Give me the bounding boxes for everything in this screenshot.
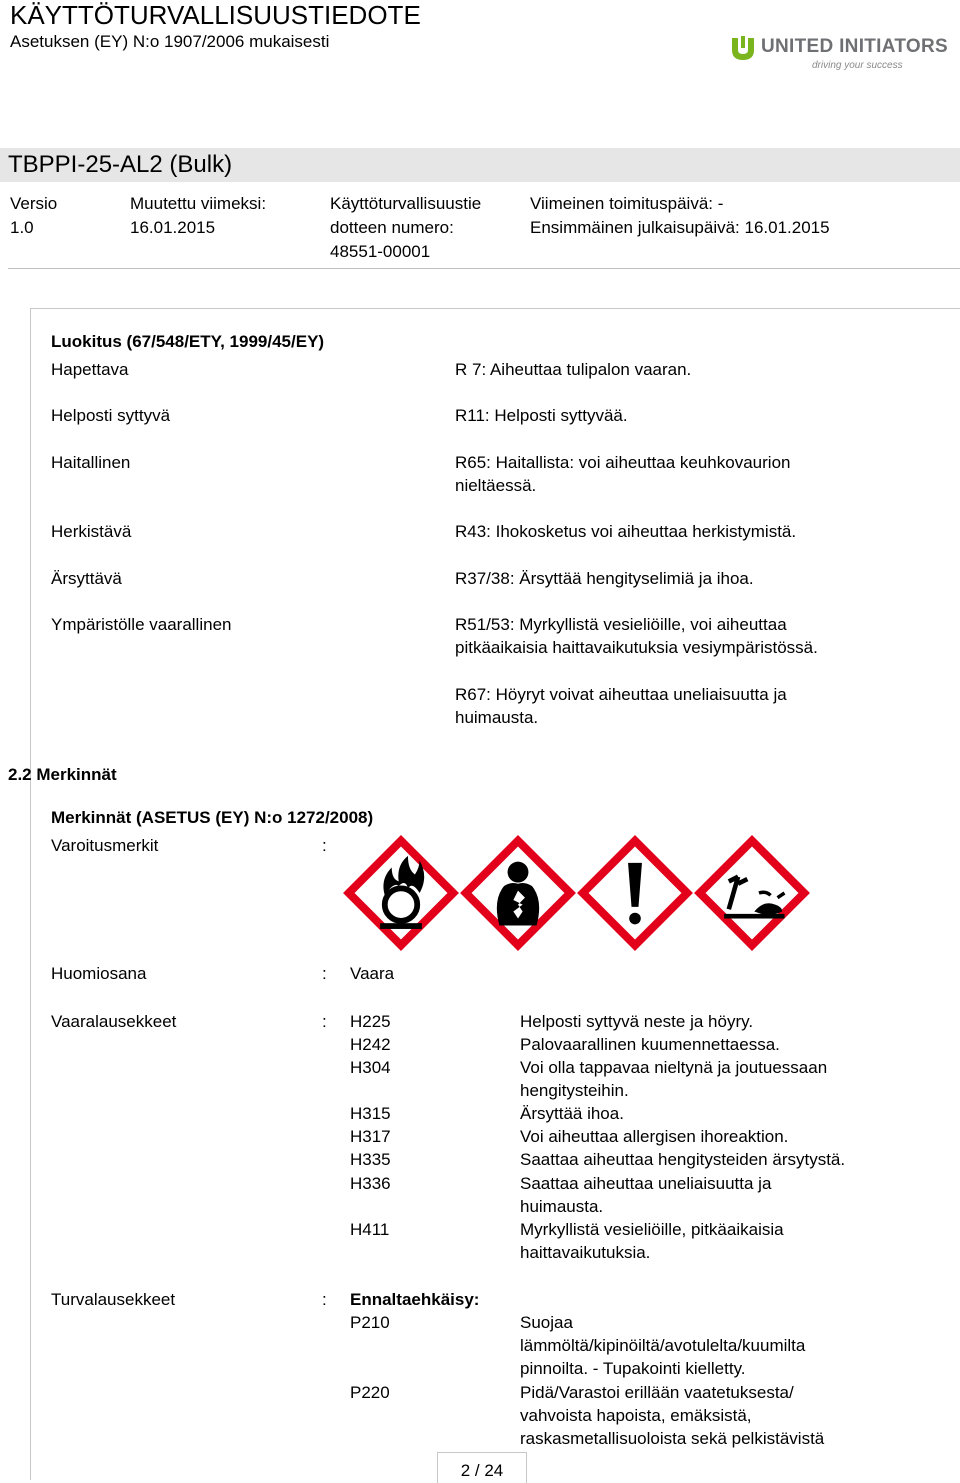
health-hazard-icon (460, 835, 576, 951)
precaution-text: Suojaa (520, 1313, 573, 1332)
hazard-code: H336 (350, 1174, 391, 1193)
precautionary-statements-label: Turvalausekkeet (51, 1290, 176, 1309)
precaution-text-continuation: raskasmetallisuoloista sekä pelkistävistä (520, 1429, 825, 1448)
hazard-text: Saattaa aiheuttaa uneliaisuutta ja (520, 1174, 772, 1193)
hazard-text: Voi aiheuttaa allergisen ihoreaktion. (520, 1127, 789, 1146)
precaution-code: P220 (350, 1383, 390, 1402)
hazard-code: H304 (350, 1058, 391, 1077)
document-title: KÄYTTÖTURVALLISUUSTIEDOTE (10, 0, 421, 30)
version-value: 1.0 (10, 218, 34, 237)
product-name: TBPPI-25-AL2 (Bulk) (8, 151, 233, 178)
sds-number-value: 48551-00001 (330, 242, 431, 261)
hazard-text: Myrkyllistä vesieliöille, pitkäaikaisia (520, 1220, 784, 1239)
exclamation-mark-icon (577, 835, 693, 951)
field-colon: : (322, 964, 327, 983)
version-label: Versio (10, 194, 58, 213)
logo-mark-icon (728, 34, 758, 64)
hazard-text: Saattaa aiheuttaa hengitysteiden ärsytystä. (520, 1150, 846, 1169)
r-phrase-continuation: nieltäessä. (455, 476, 537, 495)
header-divider (8, 268, 960, 269)
classification-heading: Luokitus (67/548/ETY, 1999/45/EY) (51, 332, 325, 351)
r-phrase: R11: Helposti syttyvää. (455, 406, 628, 425)
hazard-statements-label: Vaaralausekkeet (51, 1012, 177, 1031)
classification-category: Hapettava (51, 360, 129, 379)
field-colon: : (322, 1012, 327, 1031)
sds-number-label-line1: Käyttöturvallisuustie (330, 194, 482, 213)
company-logo (728, 28, 953, 78)
hazard-code: H317 (350, 1127, 391, 1146)
first-issue-date: Ensimmäinen julkaisupäivä: 16.01.2015 (530, 218, 830, 237)
sds-number-label-line2: dotteen numero: (330, 218, 454, 237)
r-phrase: R51/53: Myrkyllistä vesieliöille, voi aiheuttaa (455, 615, 787, 634)
prevention-heading: Ennaltaehkäisy: (350, 1290, 480, 1309)
hazard-text: Helposti syttyvä neste ja höyry. (520, 1012, 754, 1031)
hazard-text: Palovaarallinen kuumennettaessa. (520, 1035, 780, 1054)
hazard-text-continuation: haittavaikutuksia. (520, 1243, 651, 1262)
classification-category: Helposti syttyvä (51, 406, 171, 425)
page-number: 2 / 24 (460, 1461, 504, 1480)
hazard-text: Voi olla tappavaa nieltynä ja joutuessaan (520, 1058, 828, 1077)
r-phrase-continuation: pitkäaikaisia haittavaikutuksia vesiympäristössä. (455, 638, 818, 657)
classification-category: Ärsyttävä (51, 569, 122, 588)
signal-word-label: Huomiosana (51, 964, 147, 983)
logo-company-name: UNITED INITIATORS (761, 36, 949, 57)
precaution-code: P210 (350, 1313, 390, 1332)
last-issue-date: Viimeinen toimituspäivä: - (530, 194, 724, 213)
signal-word: Vaara (350, 964, 395, 983)
precaution-text-continuation: lämmöltä/kipinöiltä/avotulelta/kuumilta (520, 1336, 806, 1355)
hazard-code: H242 (350, 1035, 391, 1054)
flame-over-circle-icon (343, 835, 459, 951)
precaution-text-continuation: pinnoilta. - Tupakointi kielletty. (520, 1359, 746, 1378)
field-colon: : (322, 836, 327, 855)
hazard-code: H225 (350, 1012, 391, 1031)
revised-value: 16.01.2015 (130, 218, 216, 237)
r-phrase-continuation: huimausta. (455, 708, 539, 727)
classification-category: Herkistävä (51, 522, 132, 541)
classification-category: Ympäristölle vaarallinen (51, 615, 232, 634)
labelling-subheading: Merkinnät (ASETUS (EY) N:o 1272/2008) (51, 808, 374, 827)
hazard-text-continuation: hengitysteihin. (520, 1081, 629, 1100)
r-phrase: R37/38: Ärsyttää hengityselimiä ja ihoa. (455, 569, 754, 588)
hazard-text-continuation: huimausta. (520, 1197, 604, 1216)
hazard-text: Ärsyttää ihoa. (520, 1104, 624, 1123)
environment-icon (694, 835, 810, 951)
r-phrase: R43: Ihokosketus voi aiheuttaa herkistymistä. (455, 522, 797, 541)
section-heading-labelling: 2.2 Merkinnät (8, 765, 117, 784)
hazard-code: H315 (350, 1104, 391, 1123)
logo-tagline: driving your success (812, 60, 903, 71)
revised-label: Muutettu viimeksi: (130, 194, 267, 213)
precaution-text-continuation: vahvoista hapoista, emäksistä, (520, 1406, 752, 1425)
field-colon: : (322, 1290, 327, 1309)
r-phrase: R65: Haitallista: voi aiheuttaa keuhkovaurion (455, 453, 791, 472)
r-phrase: R 7: Aiheuttaa tulipalon vaaran. (455, 360, 692, 379)
regulation-subtitle: Asetuksen (EY) N:o 1907/2006 mukaisesti (10, 32, 330, 51)
pictograms-label: Varoitusmerkit (51, 836, 159, 855)
hazard-code: H335 (350, 1150, 391, 1169)
hazard-code: H411 (350, 1220, 390, 1239)
precaution-text: Pidä/Varastoi erillään vaatetuksesta/ (520, 1383, 794, 1402)
r-phrase: R67: Höyryt voivat aiheuttaa uneliaisuutta ja (455, 685, 787, 704)
classification-category: Haitallinen (51, 453, 131, 472)
